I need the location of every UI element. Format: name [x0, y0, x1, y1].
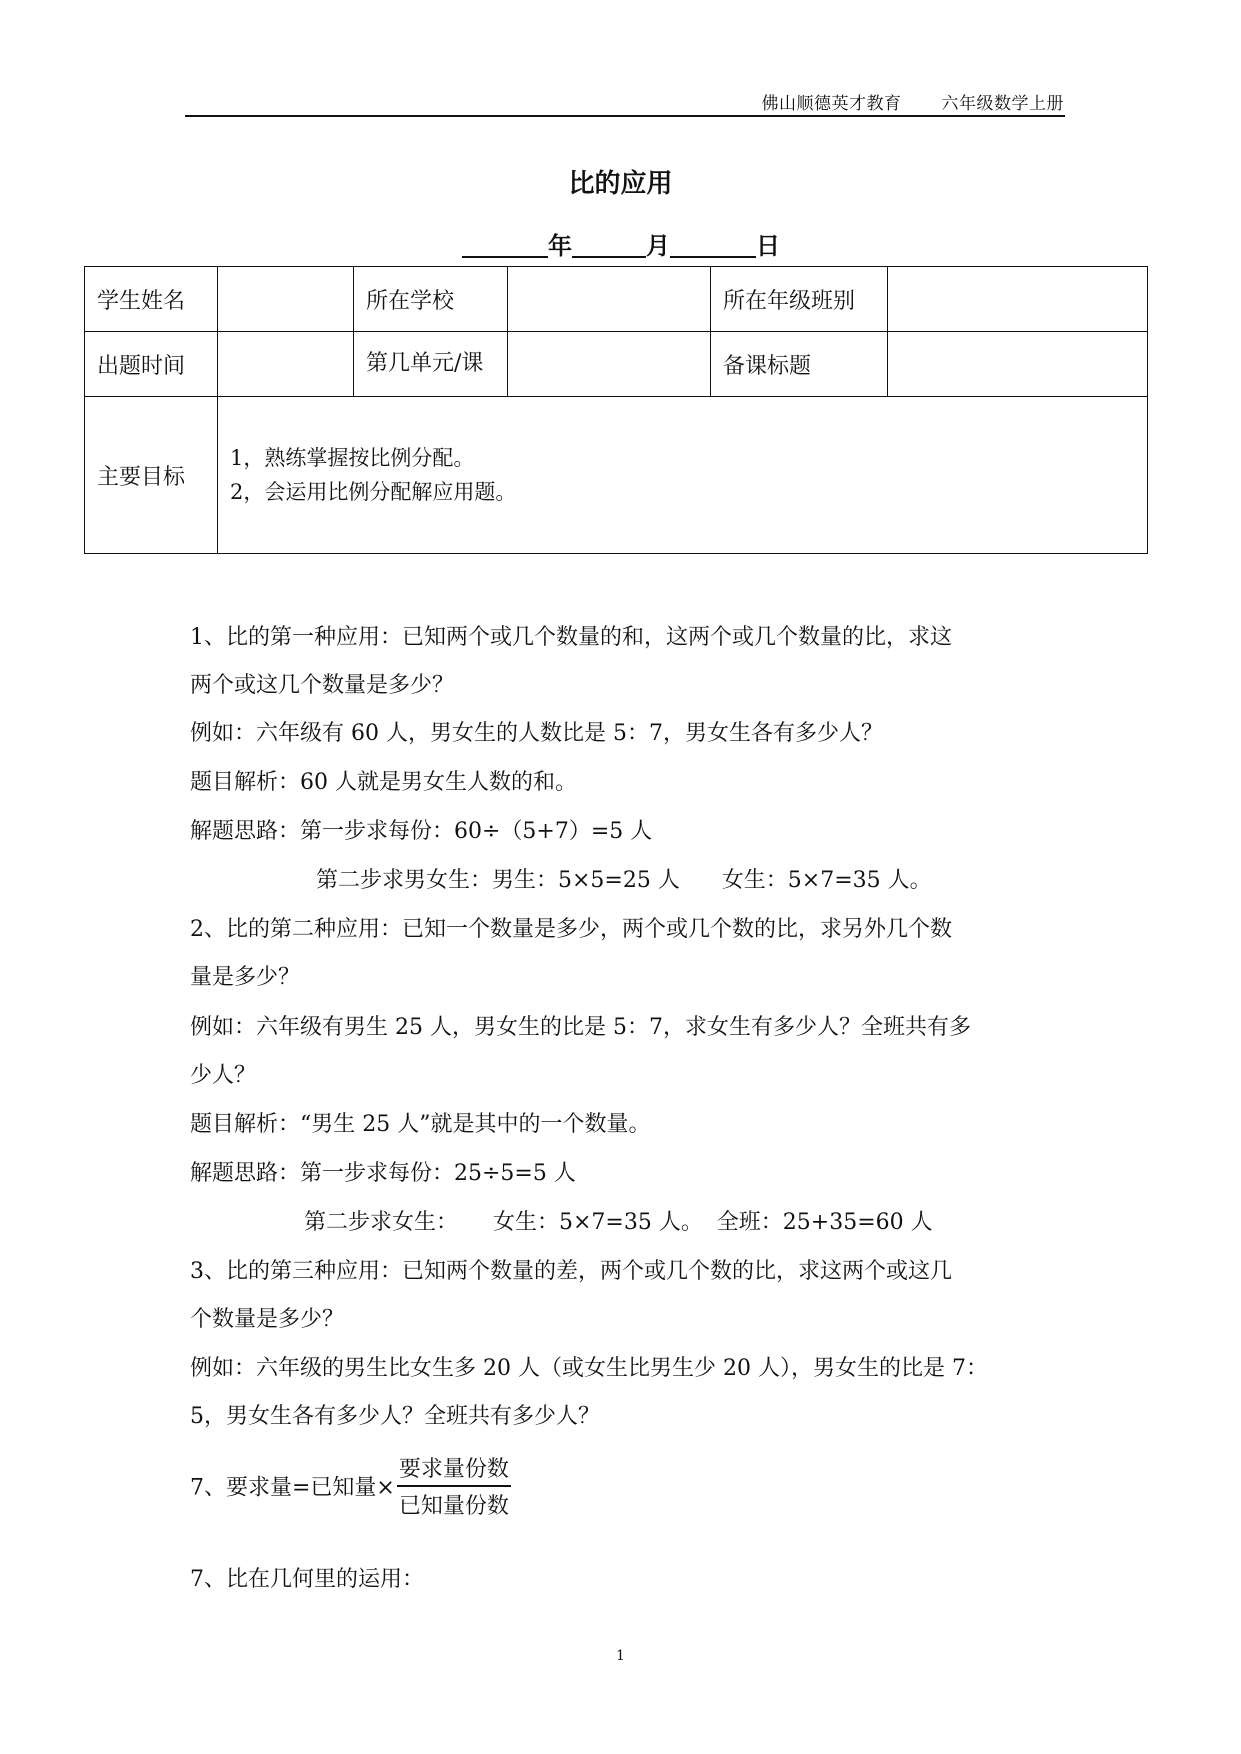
goal-item: 1，熟练掌握按比例分配。: [230, 446, 475, 470]
year-blank: [462, 232, 548, 258]
formula: [190, 1452, 511, 1520]
year-label: 年: [548, 232, 572, 260]
section-3-example: 例如：六年级的男生比女生多 20 人（或女生比男生少 20 人），男女生的比是 7：: [190, 1356, 988, 1381]
info-table: [84, 266, 1148, 554]
formula-numerator: 要求量份数: [397, 1452, 511, 1487]
goal-item: 2，会运用比例分配解应用题。: [230, 480, 517, 504]
goals-label: 主要目标: [85, 397, 218, 554]
page-number: 1: [616, 1648, 625, 1664]
student-name-label: 学生姓名: [85, 267, 218, 332]
month-blank: [572, 232, 646, 258]
grade-class-field[interactable]: [888, 267, 1148, 332]
section-1-heading: 1、比的第一种应用：已知两个或几个数量的和，这两个或几个数量的比，求这: [190, 625, 952, 650]
header-rule: [185, 115, 1065, 117]
section-3-example-cont: 5，男女生各有多少人？全班共有多少人？: [190, 1404, 600, 1429]
formula-prefix: 7、要求量=已知量×: [190, 1475, 395, 1501]
section-1-step-2: 第二步求男女生：男生：5×5=25 人 女生：5×7=35 人。: [316, 868, 932, 893]
section-3-heading-cont: 个数量是多少？: [190, 1307, 345, 1332]
grade-class-label: 所在年级班别: [711, 267, 888, 332]
section-2-analysis: 题目解析：“男生 25 人”就是其中的一个数量。: [190, 1112, 651, 1137]
section-1-step-1: 解题思路：第一步求每份：60÷（5+7）=5 人: [190, 819, 653, 844]
unit-label: 第几单元/课: [354, 332, 508, 397]
section-2-step-1: 解题思路：第一步求每份：25÷5=5 人: [190, 1161, 576, 1186]
time-label: 出题时间: [85, 332, 218, 397]
school-field[interactable]: [508, 267, 711, 332]
lesson-title-label: 备课标题: [711, 332, 888, 397]
section-7-geometry: 7、比在几何里的运用：: [190, 1567, 424, 1592]
section-2-example-cont: 少人？: [190, 1063, 257, 1088]
section-2-example: 例如：六年级有男生 25 人，男女生的比是 5：7，求女生有多少人？全班共有多: [190, 1015, 971, 1040]
formula-fraction: [397, 1452, 511, 1520]
day-label: 日: [756, 232, 780, 260]
student-name-field[interactable]: [218, 267, 354, 332]
section-2-step-2: 第二步求女生： 女生：5×7=35 人。 全班：25+35=60 人: [304, 1210, 933, 1235]
section-3-heading: 3、比的第三种应用：已知两个数量的差，两个或几个数的比，求这两个或这几: [190, 1259, 952, 1284]
goals-cell: [218, 397, 1148, 554]
formula-denominator: 已知量份数: [398, 1494, 509, 1519]
header-school: 佛山顺德英才教育: [761, 94, 902, 114]
lesson-title-field[interactable]: [888, 332, 1148, 397]
header-course: 六年级数学上册: [941, 94, 1064, 114]
month-label: 月: [646, 232, 670, 260]
section-1-example: 例如：六年级有 60 人，男女生的人数比是 5：7，男女生各有多少人？: [190, 721, 883, 746]
school-label: 所在学校: [354, 267, 508, 332]
date-line: [462, 226, 780, 261]
page-title: 比的应用: [568, 169, 673, 199]
time-field[interactable]: [218, 332, 354, 397]
page-header: [762, 89, 1065, 114]
unit-field[interactable]: [508, 332, 711, 397]
section-2-heading-cont: 量是多少？: [190, 965, 301, 990]
day-blank: [670, 232, 756, 258]
section-1-analysis: 题目解析：60 人就是男女生人数的和。: [190, 770, 577, 795]
section-1-heading-cont: 两个或这几个数量是多少？: [190, 673, 455, 698]
section-2-heading: 2、比的第二种应用：已知一个数量是多少，两个或几个数的比，求另外几个数: [190, 917, 952, 942]
